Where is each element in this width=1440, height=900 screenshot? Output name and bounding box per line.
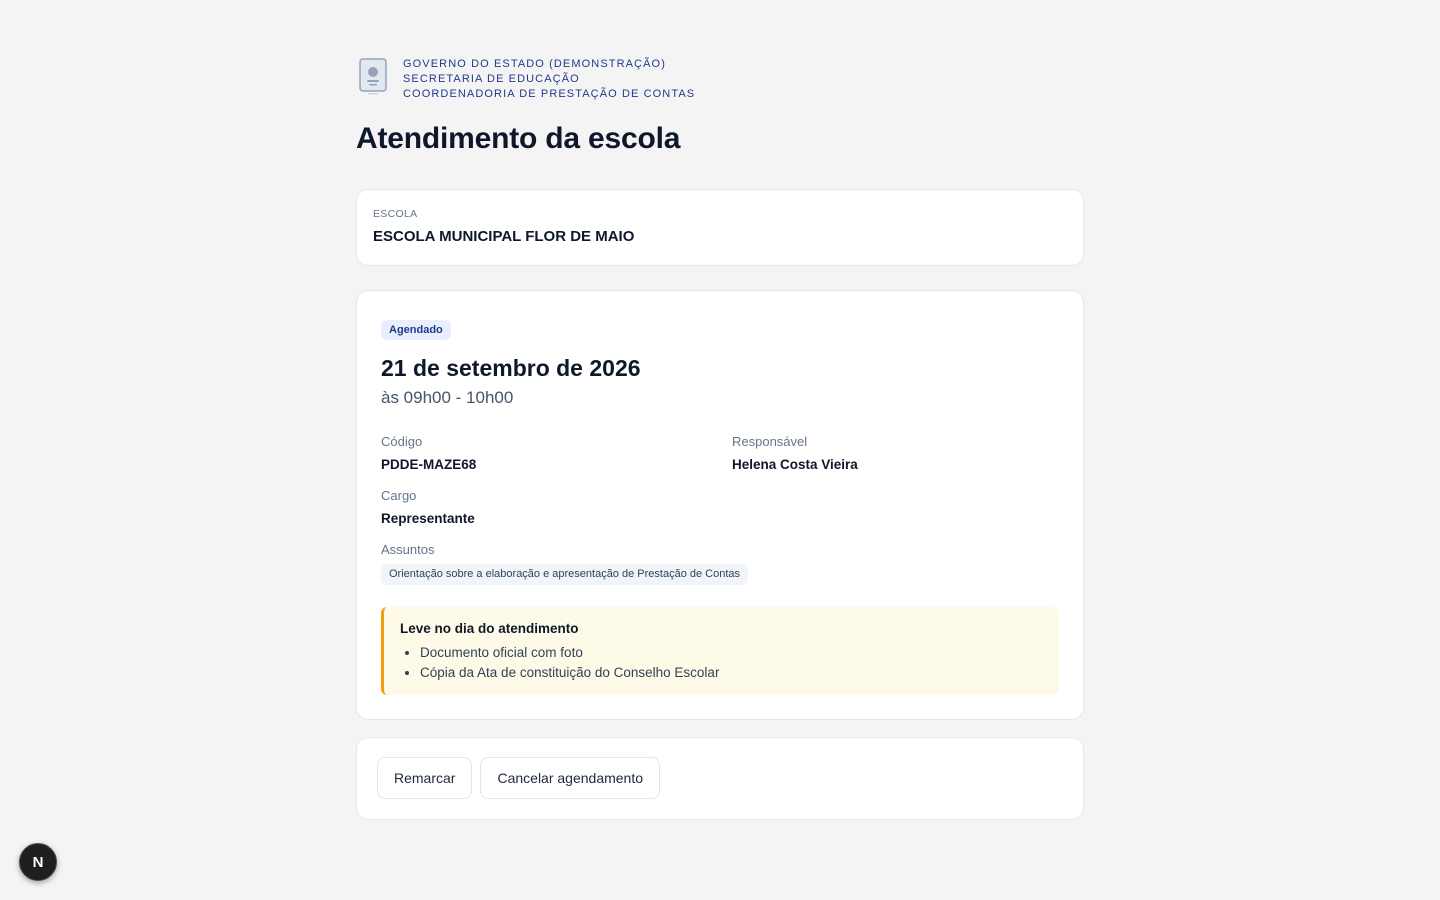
assuntos-label: Assuntos (381, 542, 435, 557)
reschedule-button[interactable]: Remarcar (377, 757, 472, 799)
cancel-appointment-button[interactable]: Cancelar agendamento (480, 757, 660, 799)
codigo-label: Código (381, 434, 423, 449)
actions-card (356, 737, 1084, 820)
coordination-line: COORDENADORIA DE PRESTAÇÃO DE CONTAS (403, 88, 696, 100)
secretariat-line: SECRETARIA DE EDUCAÇÃO (403, 73, 580, 85)
school-name: ESCOLA MUNICIPAL FLOR DE MAIO (373, 228, 635, 245)
appointment-time: às 09h00 - 10h00 (381, 388, 514, 407)
notice-item: • Cópia da Ata de constituição do Conselho Escolar (420, 663, 1043, 683)
cargo-label: Cargo (381, 488, 417, 503)
assuntos-field (381, 542, 748, 585)
government-header (358, 56, 695, 102)
cargo-field (381, 488, 475, 527)
page-title: Atendimento da escola (356, 122, 681, 155)
codigo-field (381, 434, 476, 473)
responsavel-value: Helena Costa Vieira (732, 457, 858, 472)
appointment-card (356, 290, 1084, 720)
school-label: ESCOLA (373, 208, 418, 220)
subject-chip: Orientação sobre a elaboração e apresentação de Prestação de Contas (381, 564, 748, 585)
notice-title: Leve no dia do atendimento (400, 621, 579, 636)
notice-item: • Documento oficial com foto (420, 643, 1043, 663)
responsavel-label: Responsável (732, 434, 808, 449)
government-line: GOVERNO DO ESTADO (DEMONSTRAÇÃO) (403, 58, 666, 70)
codigo-value: PDDE-MAZE68 (381, 457, 477, 472)
status-badge: Agendado (381, 320, 451, 340)
notice-list (400, 643, 1043, 683)
cargo-value: Representante (381, 511, 475, 526)
responsavel-field (732, 434, 858, 473)
government-header-lines (403, 57, 695, 102)
appointment-date: 21 de setembro de 2026 (381, 355, 641, 381)
government-seal-icon (358, 56, 388, 96)
school-card (356, 189, 1084, 266)
bring-documents-notice (381, 607, 1059, 695)
dev-tools-button[interactable]: N (19, 843, 57, 881)
